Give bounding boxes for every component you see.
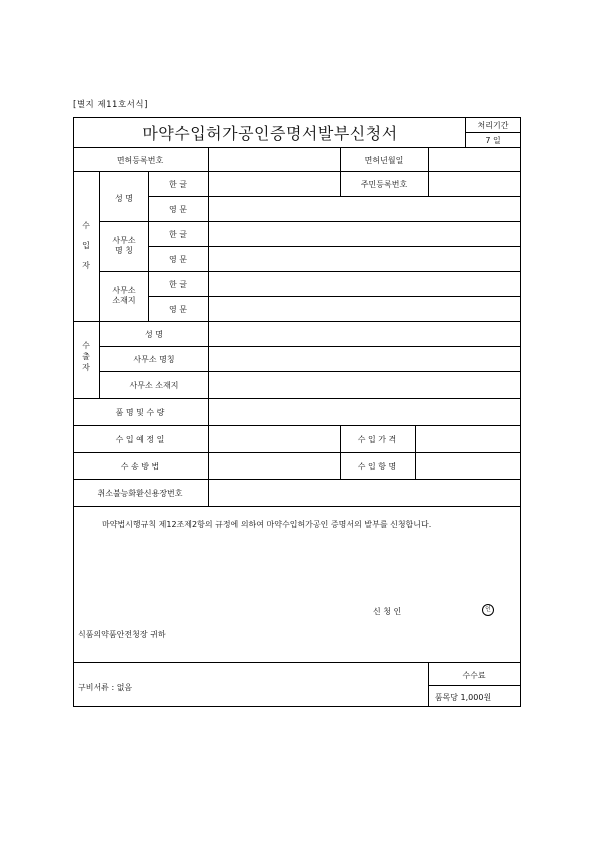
label-line: 사무소 <box>112 236 136 245</box>
importer-office-name-label <box>104 236 144 256</box>
processing-value: 7 일 <box>485 136 501 145</box>
addressee: 식품의약품안전청장 귀하 <box>78 630 166 639</box>
office-name-korean: 한 글 <box>169 230 187 239</box>
seal-mark: 인 <box>482 604 494 616</box>
license-date-label: 면허년월일 <box>364 156 404 165</box>
office-addr-english: 영 문 <box>169 305 187 314</box>
rule <box>73 425 521 426</box>
import-port-label: 수 입 항 명 <box>357 462 397 471</box>
rule <box>428 147 429 196</box>
rule <box>428 685 521 686</box>
rule <box>148 296 521 297</box>
label-line: 명 칭 <box>115 246 133 255</box>
rule <box>73 321 521 322</box>
transport-label: 수 송 방 법 <box>120 462 160 471</box>
letter-of-credit-label: 취소불능화환신용장번호 <box>97 489 183 498</box>
rule <box>99 221 521 222</box>
rule <box>415 425 416 479</box>
importer-office-addr-label <box>104 286 144 306</box>
exporter-office-name-label: 사무소 명칭 <box>133 355 175 364</box>
resident-no-label: 주민등록번호 <box>360 180 408 189</box>
license-no-field[interactable] <box>209 155 339 167</box>
fee-value: 품목당 1,000원 <box>434 693 492 702</box>
importer-section-label: 수 입 자 <box>82 221 90 270</box>
office-addr-korean: 한 글 <box>169 280 187 289</box>
rule <box>73 452 521 453</box>
rule <box>73 147 521 148</box>
rule <box>148 246 521 247</box>
rule <box>99 171 100 398</box>
applicant-label: 신 청 인 <box>373 607 402 616</box>
importer-name-english: 영 문 <box>169 205 187 214</box>
importer-name-label: 성 명 <box>115 194 133 203</box>
rule <box>73 398 521 399</box>
form-title: 마약수입허가공인증명서발부신청서 <box>142 124 398 143</box>
exporter-section-label: 수 출 자 <box>82 341 90 372</box>
rule <box>99 346 521 347</box>
attachments: 구비서류 : 없음 <box>78 683 133 692</box>
license-no-label: 면허등록번호 <box>116 156 164 165</box>
importer-name-korean: 한 글 <box>169 180 187 189</box>
rule <box>148 171 149 321</box>
exporter-name-label: 성 명 <box>145 330 163 339</box>
rule <box>148 196 521 197</box>
declaration-text: 마약법시행규칙 제12조제2항의 규정에 의하여 마약수입허가공인 증명서의 발부를 신청합니다. <box>102 520 432 529</box>
rule <box>340 147 341 196</box>
rule <box>428 662 429 707</box>
label-line: 소재지 <box>112 296 136 305</box>
rule <box>465 117 466 147</box>
processing-label: 처리기간 <box>477 121 509 130</box>
rule <box>99 371 521 372</box>
office-name-english: 영 문 <box>169 255 187 264</box>
rule <box>73 479 521 480</box>
rule <box>99 271 521 272</box>
import-date-label: 수 입 예 정 일 <box>115 435 165 444</box>
label-line: 사무소 <box>112 286 136 295</box>
rule <box>73 506 521 507</box>
rule <box>73 662 521 663</box>
rule <box>208 321 209 506</box>
exporter-office-addr-label: 사무소 소재지 <box>129 381 179 390</box>
form-label: [별지 제11호서식] <box>73 100 148 110</box>
item-label: 품 명 및 수 량 <box>115 408 165 417</box>
rule <box>465 132 521 133</box>
rule <box>340 425 341 479</box>
rule <box>73 171 521 172</box>
rule <box>208 147 209 321</box>
fee-label: 수수료 <box>462 671 486 680</box>
import-price-label: 수 입 가 격 <box>357 435 397 444</box>
